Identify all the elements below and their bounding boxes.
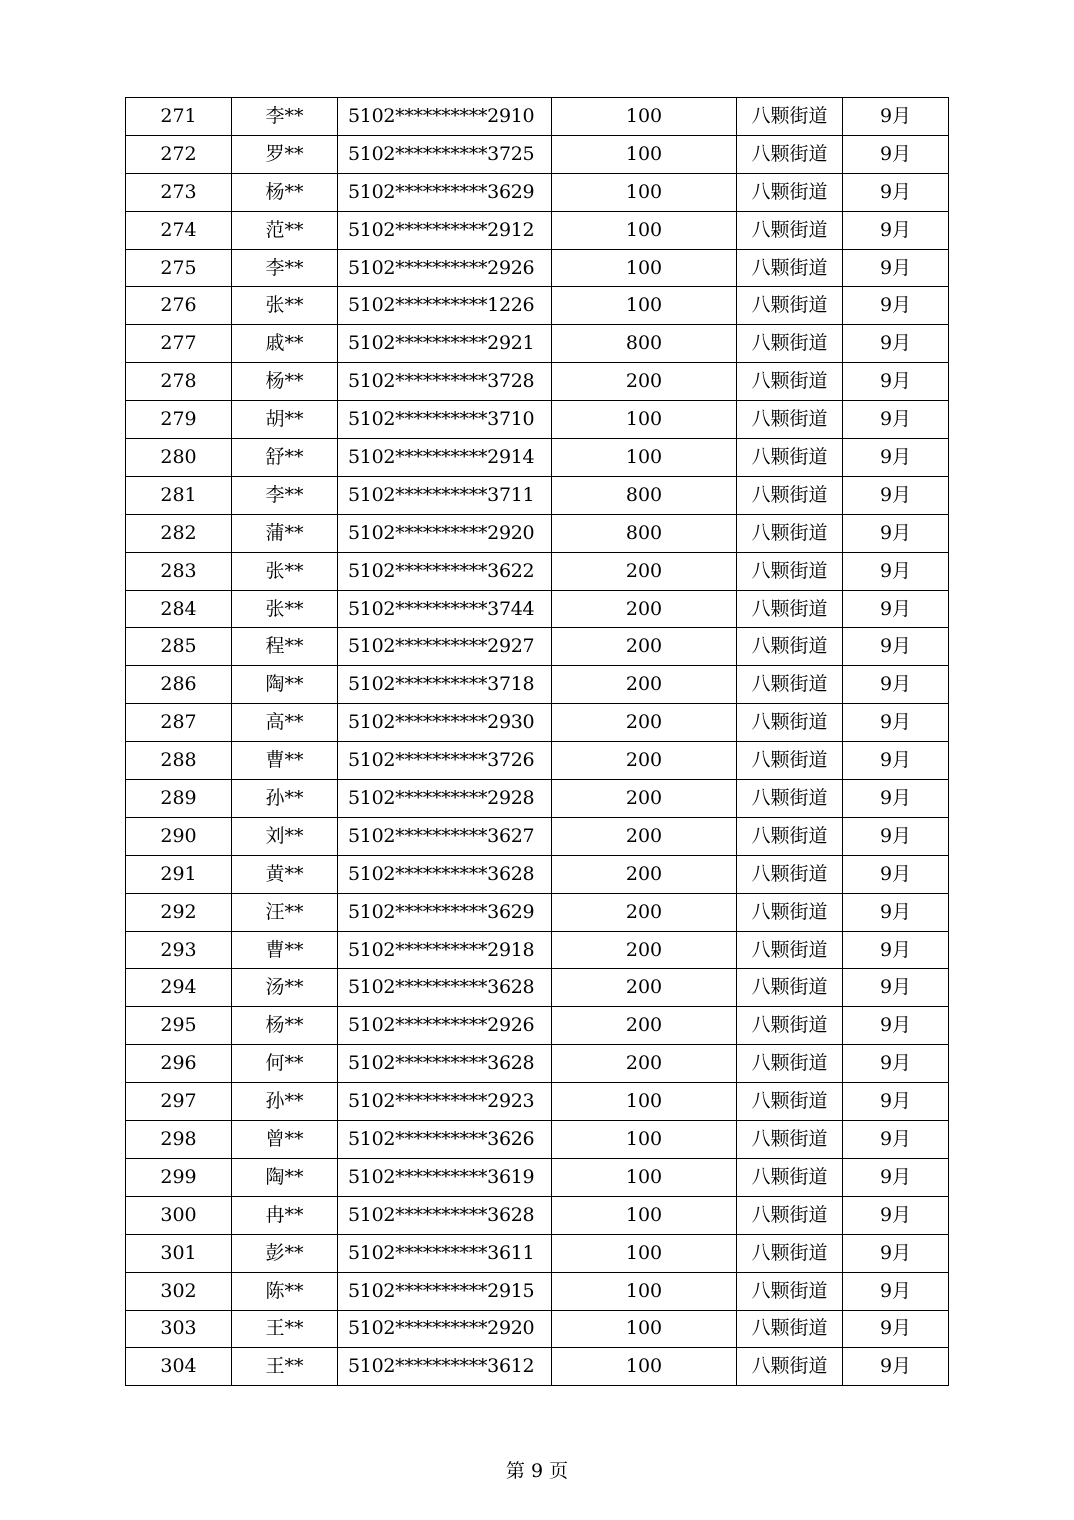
cell-street: 八颗街道 (737, 1007, 843, 1045)
cell-street: 八颗街道 (737, 1045, 843, 1083)
cell-street: 八颗街道 (737, 98, 843, 136)
cell-serial-number: 299 (126, 1158, 232, 1196)
cell-id-number: 5102**********3628 (338, 1196, 552, 1234)
cell-serial-number: 295 (126, 1007, 232, 1045)
cell-month: 9月 (843, 249, 949, 287)
cell-name: 程** (232, 628, 338, 666)
table-row (126, 98, 949, 136)
cell-month: 9月 (843, 211, 949, 249)
cell-street: 八颗街道 (737, 211, 843, 249)
cell-street: 八颗街道 (737, 628, 843, 666)
cell-id-number: 5102**********3628 (338, 855, 552, 893)
cell-id-number: 5102**********3612 (338, 1348, 552, 1386)
cell-id-number: 5102**********3629 (338, 893, 552, 931)
table-row (126, 666, 949, 704)
cell-serial-number: 292 (126, 893, 232, 931)
table-row (126, 363, 949, 401)
table-row (126, 1234, 949, 1272)
cell-id-number: 5102**********3626 (338, 1121, 552, 1159)
cell-id-number: 5102**********3611 (338, 1234, 552, 1272)
cell-id-number: 5102**********2930 (338, 704, 552, 742)
cell-serial-number: 275 (126, 249, 232, 287)
cell-month: 9月 (843, 1007, 949, 1045)
cell-serial-number: 271 (126, 98, 232, 136)
cell-amount: 100 (552, 1196, 737, 1234)
cell-serial-number: 287 (126, 704, 232, 742)
table-row (126, 704, 949, 742)
cell-id-number: 5102**********3627 (338, 817, 552, 855)
cell-name: 陶** (232, 1158, 338, 1196)
cell-name: 冉** (232, 1196, 338, 1234)
cell-amount: 200 (552, 817, 737, 855)
cell-month: 9月 (843, 1272, 949, 1310)
table-row (126, 780, 949, 818)
cell-amount: 200 (552, 590, 737, 628)
cell-street: 八颗街道 (737, 1310, 843, 1348)
cell-amount: 200 (552, 363, 737, 401)
cell-month: 9月 (843, 969, 949, 1007)
cell-amount: 100 (552, 287, 737, 325)
cell-amount: 200 (552, 1007, 737, 1045)
cell-id-number: 5102**********2918 (338, 931, 552, 969)
cell-name: 杨** (232, 1007, 338, 1045)
cell-name: 黄** (232, 855, 338, 893)
cell-name: 胡** (232, 401, 338, 439)
cell-name: 王** (232, 1310, 338, 1348)
cell-amount: 200 (552, 704, 737, 742)
cell-serial-number: 294 (126, 969, 232, 1007)
cell-street: 八颗街道 (737, 1196, 843, 1234)
cell-id-number: 5102**********2926 (338, 1007, 552, 1045)
records-table-body (126, 98, 949, 1386)
cell-name: 范** (232, 211, 338, 249)
cell-serial-number: 301 (126, 1234, 232, 1272)
cell-serial-number: 298 (126, 1121, 232, 1159)
cell-serial-number: 279 (126, 401, 232, 439)
cell-name: 张** (232, 552, 338, 590)
cell-name: 陈** (232, 1272, 338, 1310)
cell-name: 罗** (232, 135, 338, 173)
cell-month: 9月 (843, 590, 949, 628)
table-row (126, 931, 949, 969)
cell-month: 9月 (843, 98, 949, 136)
cell-amount: 100 (552, 1310, 737, 1348)
cell-name: 李** (232, 476, 338, 514)
table-row (126, 552, 949, 590)
cell-name: 舒** (232, 439, 338, 477)
cell-id-number: 5102**********2915 (338, 1272, 552, 1310)
cell-street: 八颗街道 (737, 931, 843, 969)
cell-street: 八颗街道 (737, 780, 843, 818)
cell-street: 八颗街道 (737, 1158, 843, 1196)
cell-serial-number: 273 (126, 173, 232, 211)
table-row (126, 590, 949, 628)
table-row (126, 969, 949, 1007)
table-row (126, 249, 949, 287)
cell-name: 张** (232, 287, 338, 325)
cell-month: 9月 (843, 742, 949, 780)
cell-month: 9月 (843, 1045, 949, 1083)
table-row (126, 514, 949, 552)
cell-month: 9月 (843, 401, 949, 439)
cell-id-number: 5102**********3744 (338, 590, 552, 628)
cell-street: 八颗街道 (737, 855, 843, 893)
cell-street: 八颗街道 (737, 514, 843, 552)
cell-amount: 100 (552, 1272, 737, 1310)
cell-month: 9月 (843, 931, 949, 969)
cell-street: 八颗街道 (737, 704, 843, 742)
cell-name: 汤** (232, 969, 338, 1007)
records-table (125, 97, 949, 1386)
cell-serial-number: 297 (126, 1083, 232, 1121)
cell-amount: 200 (552, 893, 737, 931)
table-row (126, 855, 949, 893)
cell-serial-number: 278 (126, 363, 232, 401)
cell-id-number: 5102**********2920 (338, 1310, 552, 1348)
cell-name: 何** (232, 1045, 338, 1083)
cell-serial-number: 281 (126, 476, 232, 514)
cell-month: 9月 (843, 817, 949, 855)
cell-name: 刘** (232, 817, 338, 855)
cell-amount: 200 (552, 780, 737, 818)
cell-amount: 800 (552, 325, 737, 363)
cell-month: 9月 (843, 363, 949, 401)
cell-amount: 100 (552, 1234, 737, 1272)
cell-name: 彭** (232, 1234, 338, 1272)
cell-street: 八颗街道 (737, 401, 843, 439)
table-row (126, 325, 949, 363)
cell-amount: 100 (552, 1158, 737, 1196)
table-row (126, 817, 949, 855)
cell-id-number: 5102**********3728 (338, 363, 552, 401)
table-row (126, 1272, 949, 1310)
cell-id-number: 5102**********2910 (338, 98, 552, 136)
cell-month: 9月 (843, 439, 949, 477)
cell-month: 9月 (843, 552, 949, 590)
cell-month: 9月 (843, 173, 949, 211)
cell-name: 李** (232, 98, 338, 136)
cell-street: 八颗街道 (737, 476, 843, 514)
cell-id-number: 5102**********3629 (338, 173, 552, 211)
cell-amount: 100 (552, 173, 737, 211)
cell-serial-number: 285 (126, 628, 232, 666)
table-row (126, 401, 949, 439)
cell-street: 八颗街道 (737, 135, 843, 173)
table-row (126, 211, 949, 249)
cell-serial-number: 300 (126, 1196, 232, 1234)
cell-amount: 100 (552, 135, 737, 173)
cell-id-number: 5102**********2920 (338, 514, 552, 552)
cell-serial-number: 290 (126, 817, 232, 855)
cell-amount: 100 (552, 98, 737, 136)
cell-name: 曹** (232, 742, 338, 780)
cell-name: 蒲** (232, 514, 338, 552)
cell-street: 八颗街道 (737, 1272, 843, 1310)
cell-amount: 200 (552, 742, 737, 780)
cell-serial-number: 283 (126, 552, 232, 590)
cell-serial-number: 304 (126, 1348, 232, 1386)
cell-amount: 100 (552, 439, 737, 477)
cell-name: 曹** (232, 931, 338, 969)
cell-amount: 200 (552, 855, 737, 893)
cell-amount: 100 (552, 401, 737, 439)
cell-serial-number: 296 (126, 1045, 232, 1083)
cell-street: 八颗街道 (737, 1121, 843, 1159)
cell-amount: 200 (552, 666, 737, 704)
table-row (126, 893, 949, 931)
cell-serial-number: 302 (126, 1272, 232, 1310)
table-row (126, 1348, 949, 1386)
cell-street: 八颗街道 (737, 439, 843, 477)
cell-id-number: 5102**********3710 (338, 401, 552, 439)
cell-id-number: 5102**********3711 (338, 476, 552, 514)
cell-street: 八颗街道 (737, 363, 843, 401)
cell-serial-number: 291 (126, 855, 232, 893)
cell-month: 9月 (843, 1234, 949, 1272)
cell-street: 八颗街道 (737, 666, 843, 704)
cell-id-number: 5102**********3725 (338, 135, 552, 173)
cell-id-number: 5102**********3628 (338, 1045, 552, 1083)
cell-serial-number: 282 (126, 514, 232, 552)
cell-street: 八颗街道 (737, 1083, 843, 1121)
cell-street: 八颗街道 (737, 1348, 843, 1386)
cell-serial-number: 272 (126, 135, 232, 173)
cell-street: 八颗街道 (737, 742, 843, 780)
table-row (126, 1158, 949, 1196)
table-row (126, 1196, 949, 1234)
cell-id-number: 5102**********3619 (338, 1158, 552, 1196)
cell-amount: 100 (552, 1121, 737, 1159)
cell-name: 陶** (232, 666, 338, 704)
cell-serial-number: 303 (126, 1310, 232, 1348)
cell-amount: 800 (552, 514, 737, 552)
cell-month: 9月 (843, 893, 949, 931)
table-row (126, 1045, 949, 1083)
cell-amount: 800 (552, 476, 737, 514)
cell-name: 孙** (232, 1083, 338, 1121)
table-row (126, 173, 949, 211)
cell-serial-number: 289 (126, 780, 232, 818)
cell-id-number: 5102**********3726 (338, 742, 552, 780)
cell-street: 八颗街道 (737, 287, 843, 325)
cell-serial-number: 276 (126, 287, 232, 325)
cell-month: 9月 (843, 855, 949, 893)
cell-amount: 100 (552, 211, 737, 249)
cell-name: 高** (232, 704, 338, 742)
cell-id-number: 5102**********2928 (338, 780, 552, 818)
table-row (126, 476, 949, 514)
cell-street: 八颗街道 (737, 173, 843, 211)
page-number: 第 9 页 (505, 1460, 569, 1482)
cell-month: 9月 (843, 666, 949, 704)
cell-id-number: 5102**********2923 (338, 1083, 552, 1121)
cell-amount: 200 (552, 628, 737, 666)
cell-amount: 100 (552, 1083, 737, 1121)
cell-month: 9月 (843, 514, 949, 552)
cell-month: 9月 (843, 1158, 949, 1196)
cell-name: 王** (232, 1348, 338, 1386)
table-row (126, 628, 949, 666)
table-row (126, 1083, 949, 1121)
cell-street: 八颗街道 (737, 1234, 843, 1272)
cell-amount: 100 (552, 1348, 737, 1386)
cell-serial-number: 284 (126, 590, 232, 628)
cell-month: 9月 (843, 476, 949, 514)
table-row (126, 135, 949, 173)
cell-name: 张** (232, 590, 338, 628)
table-row (126, 1007, 949, 1045)
cell-serial-number: 286 (126, 666, 232, 704)
cell-id-number: 5102**********2914 (338, 439, 552, 477)
cell-street: 八颗街道 (737, 249, 843, 287)
cell-id-number: 5102**********3622 (338, 552, 552, 590)
cell-street: 八颗街道 (737, 325, 843, 363)
cell-street: 八颗街道 (737, 817, 843, 855)
cell-amount: 200 (552, 931, 737, 969)
cell-month: 9月 (843, 1196, 949, 1234)
cell-month: 9月 (843, 1348, 949, 1386)
cell-amount: 200 (552, 1045, 737, 1083)
cell-id-number: 5102**********3628 (338, 969, 552, 1007)
cell-name: 杨** (232, 173, 338, 211)
table-row (126, 742, 949, 780)
cell-amount: 100 (552, 249, 737, 287)
cell-name: 曾** (232, 1121, 338, 1159)
cell-amount: 200 (552, 969, 737, 1007)
table-row (126, 439, 949, 477)
cell-month: 9月 (843, 325, 949, 363)
cell-id-number: 5102**********2921 (338, 325, 552, 363)
cell-month: 9月 (843, 780, 949, 818)
cell-name: 孙** (232, 780, 338, 818)
cell-id-number: 5102**********1226 (338, 287, 552, 325)
cell-month: 9月 (843, 1083, 949, 1121)
cell-serial-number: 293 (126, 931, 232, 969)
cell-street: 八颗街道 (737, 552, 843, 590)
cell-month: 9月 (843, 704, 949, 742)
cell-id-number: 5102**********2926 (338, 249, 552, 287)
cell-month: 9月 (843, 135, 949, 173)
cell-serial-number: 280 (126, 439, 232, 477)
table-row (126, 1121, 949, 1159)
cell-serial-number: 277 (126, 325, 232, 363)
cell-month: 9月 (843, 1310, 949, 1348)
table-row (126, 287, 949, 325)
cell-id-number: 5102**********2927 (338, 628, 552, 666)
cell-serial-number: 274 (126, 211, 232, 249)
cell-month: 9月 (843, 1121, 949, 1159)
cell-street: 八颗街道 (737, 893, 843, 931)
cell-month: 9月 (843, 628, 949, 666)
cell-serial-number: 288 (126, 742, 232, 780)
cell-name: 杨** (232, 363, 338, 401)
cell-name: 汪** (232, 893, 338, 931)
cell-name: 李** (232, 249, 338, 287)
table-row (126, 1310, 949, 1348)
cell-street: 八颗街道 (737, 969, 843, 1007)
cell-id-number: 5102**********3718 (338, 666, 552, 704)
cell-street: 八颗街道 (737, 590, 843, 628)
cell-month: 9月 (843, 287, 949, 325)
cell-name: 戚** (232, 325, 338, 363)
cell-amount: 200 (552, 552, 737, 590)
cell-id-number: 5102**********2912 (338, 211, 552, 249)
